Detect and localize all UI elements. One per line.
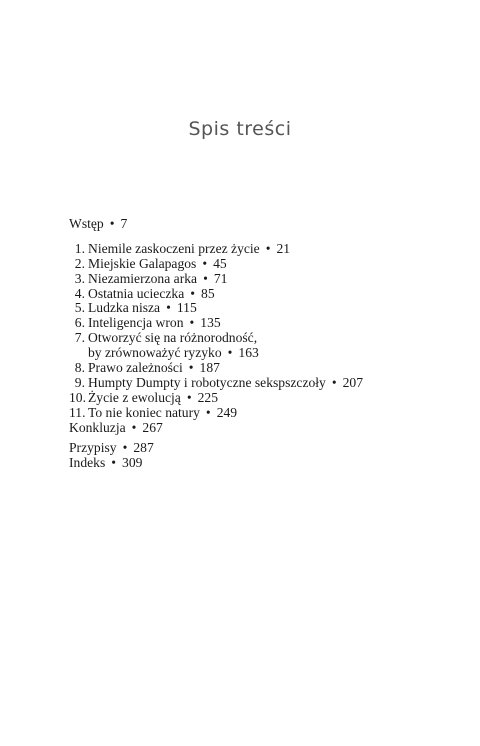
toc-page-number: 249	[216, 404, 238, 420]
chapter-number: 6.	[74, 315, 85, 331]
toc-entry-label: Niezamierzona arka	[88, 270, 198, 286]
bullet-separator: •	[265, 240, 271, 256]
toc-entry-intro	[69, 217, 429, 232]
toc-page-number: 309	[122, 455, 143, 471]
chapter-number: 10.	[69, 389, 86, 405]
toc-entry-chapter-10	[69, 391, 429, 406]
toc-entry-label: Konkluzja	[69, 419, 126, 435]
toc-page-number: 7	[120, 216, 128, 231]
toc-entry-label: Humpty Dumpty i robotyczne sekspszczoły	[88, 374, 326, 390]
toc-entry-label-continued: by zrównoważyć ryzyko	[88, 345, 222, 361]
page-title: Spis treści	[188, 118, 292, 140]
toc-entry-chapter-1	[69, 242, 429, 257]
bullet-separator: •	[109, 216, 115, 231]
bullet-separator: •	[166, 300, 171, 316]
bullet-separator: •	[205, 404, 211, 420]
toc-entry-label: Przypisy	[69, 440, 117, 456]
chapter-number: 1.	[74, 240, 85, 256]
chapter-number: 4.	[74, 285, 85, 301]
toc-entry-conclusion	[69, 421, 429, 436]
bullet-separator: •	[202, 255, 208, 271]
toc-entry-chapter-2	[69, 257, 429, 272]
toc-page-number: 115	[176, 300, 197, 316]
chapter-number: 3.	[74, 270, 85, 286]
toc-entry-label: Inteligencja wron	[88, 315, 184, 331]
chapter-number: 11.	[69, 404, 86, 420]
table-of-contents	[69, 217, 429, 471]
toc-entry-chapter-5	[69, 301, 429, 316]
toc-entry-chapter-6	[69, 316, 429, 331]
toc-entry-label: Wstęp	[69, 216, 104, 231]
toc-entry-index	[69, 456, 429, 471]
toc-page-number: 287	[133, 440, 154, 456]
toc-page-number: 45	[213, 255, 227, 271]
bullet-separator: •	[203, 270, 208, 286]
chapter-number: 5.	[74, 300, 85, 316]
chapter-number: 7.	[74, 330, 85, 346]
toc-entry-label: Prawo zależności	[88, 360, 183, 376]
toc-entry-chapter-3	[69, 272, 429, 287]
toc-page-number: 71	[213, 270, 228, 286]
toc-entry-chapter-8	[69, 361, 429, 376]
toc-entry-label: Miejskie Galapagos	[88, 255, 197, 271]
toc-page-number: 163	[238, 345, 259, 361]
bullet-separator: •	[227, 345, 233, 361]
toc-page-number: 267	[142, 419, 163, 435]
toc-entry-chapter-9	[69, 376, 429, 391]
bullet-separator: •	[122, 440, 128, 456]
toc-entry-chapter-11	[69, 406, 429, 421]
toc-entry-label: Życie z ewolucją	[88, 389, 181, 405]
toc-entry-chapter-7	[69, 331, 429, 346]
toc-page-number: 21	[276, 240, 291, 256]
toc-page-number: 225	[197, 389, 218, 405]
chapter-number: 2.	[74, 255, 85, 271]
toc-page-number: 85	[201, 285, 215, 301]
chapter-number: 8.	[74, 360, 85, 376]
toc-entry-chapter-4	[69, 287, 429, 302]
toc-entry-label: Ludzka nisza	[88, 300, 161, 316]
toc-entry-label: Otworzyć się na różnorodność,	[88, 330, 258, 346]
bullet-separator: •	[111, 455, 117, 471]
toc-page-number: 135	[200, 315, 221, 331]
toc-entry-notes	[69, 441, 429, 456]
toc-page-number: 187	[199, 360, 220, 376]
bullet-separator: •	[131, 419, 137, 435]
toc-page-number: 207	[342, 374, 364, 390]
toc-entry-label: Ostatnia ucieczka	[88, 285, 185, 301]
toc-entry-label: To nie koniec natury	[88, 404, 200, 420]
chapter-number: 9.	[74, 374, 85, 390]
bullet-separator: •	[186, 389, 192, 405]
bullet-separator: •	[188, 360, 194, 376]
bullet-separator: •	[331, 374, 337, 390]
toc-entry-label: Niemile zaskoczeni przez życie	[88, 240, 260, 256]
toc-entry-chapter-7-continued	[69, 346, 429, 361]
toc-entry-label: Indeks	[69, 455, 106, 471]
bullet-separator: •	[189, 315, 195, 331]
bullet-separator: •	[190, 285, 196, 301]
